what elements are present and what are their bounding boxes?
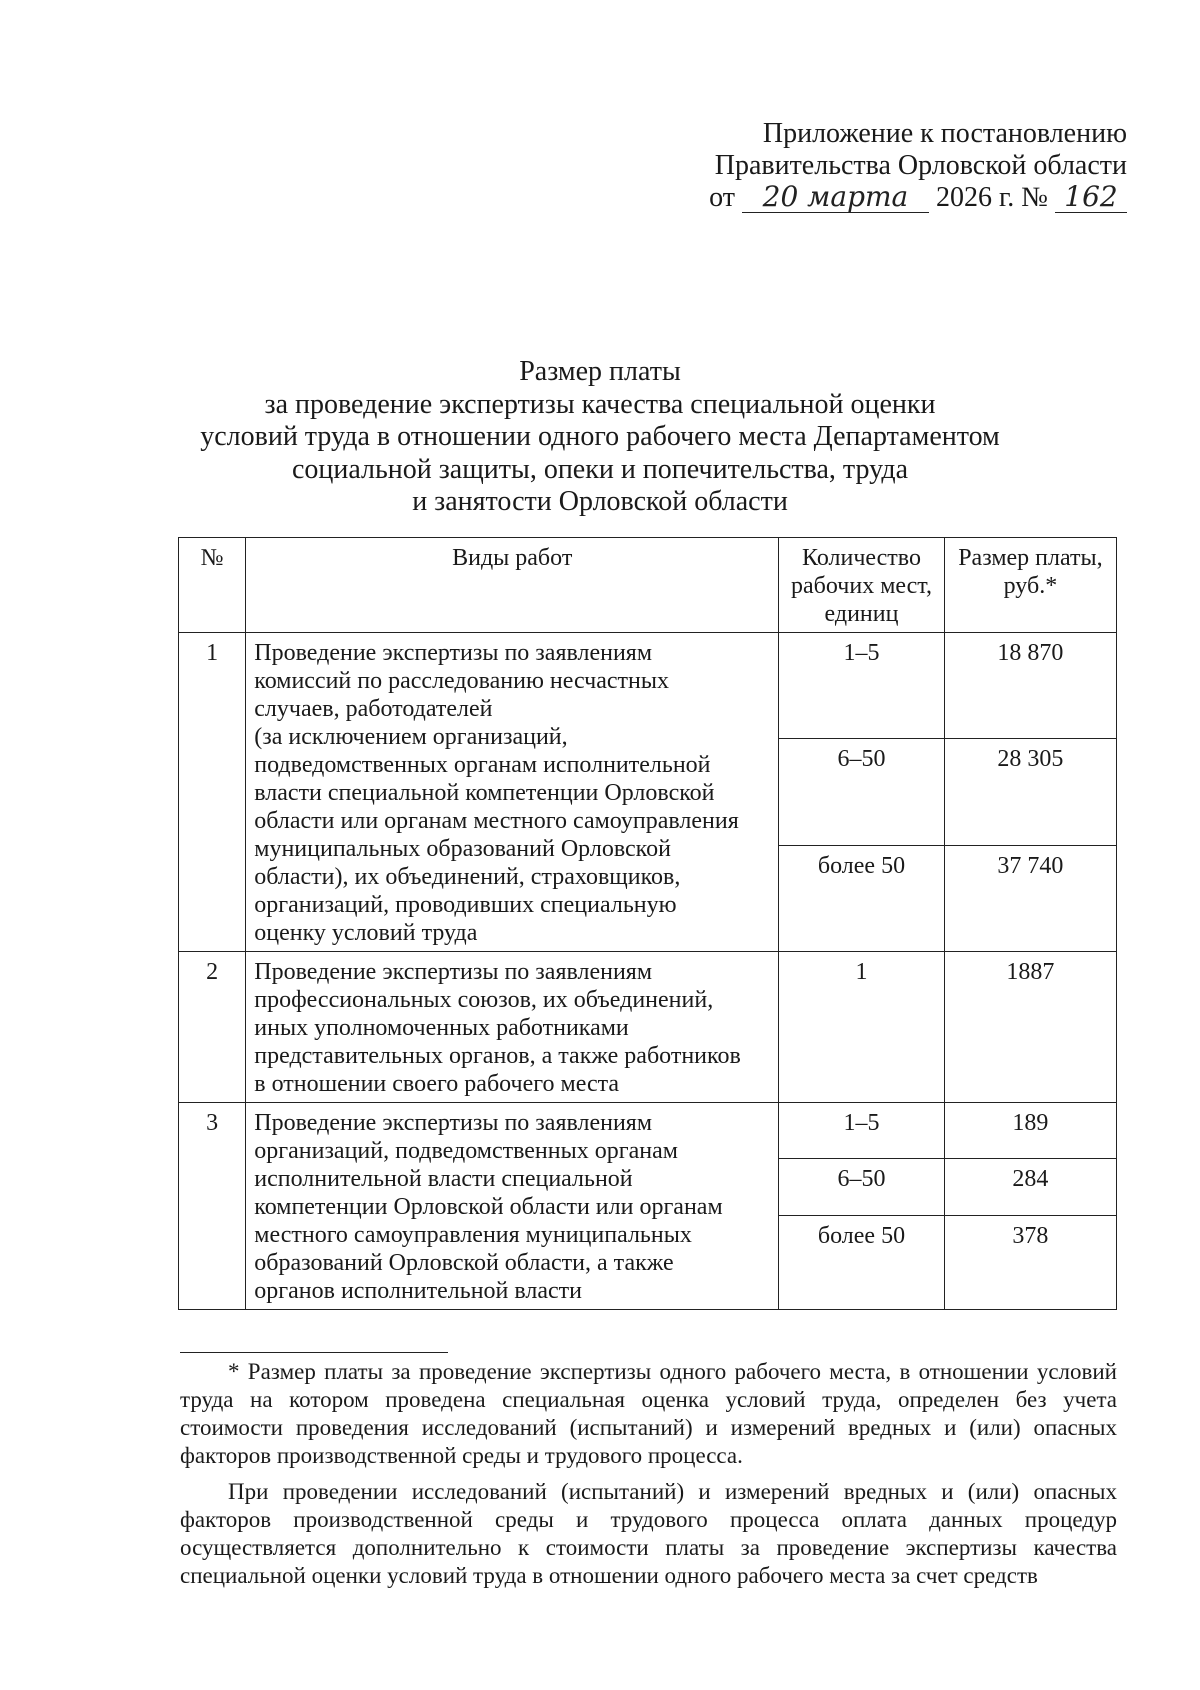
header-work: Виды работ xyxy=(246,538,779,633)
row3-fee-tier-1: 189 xyxy=(944,1103,1116,1159)
appendix-line-1: Приложение к постановлению xyxy=(762,118,1127,149)
row1-work-line: подведомственных органам исполнительной xyxy=(254,752,711,778)
title-line-3: условий труда в отношении одного рабочего места Департаментом xyxy=(200,421,1000,452)
fee-table xyxy=(178,537,1117,1310)
row1-work-line: организаций, проводивших специальную xyxy=(254,892,677,918)
footnote xyxy=(180,1358,1117,1590)
row1-fee-tier-1: 18 870 xyxy=(944,633,1116,739)
table-row xyxy=(179,952,1117,1103)
row2-work-line: профессиональных союзов, их объединений, xyxy=(254,987,714,1013)
row3-work-line: компетенции Орловской области или органам xyxy=(254,1194,723,1220)
row1-work-line: (за исключением организаций, xyxy=(254,724,568,750)
title-line-2: за проведение экспертизы качества специальной оценки xyxy=(264,388,936,420)
row1-work-line: Проведение экспертизы по заявлениям xyxy=(254,640,653,666)
appendix-line-2: Правительства Орловской области xyxy=(714,150,1127,181)
row1-work-line: области или органам местного самоуправления xyxy=(254,808,739,834)
row3-fee-tier-3: 378 xyxy=(944,1215,1116,1309)
header-qty-line-1: Количество xyxy=(802,545,921,571)
row3-work-line: исполнительной власти специальной xyxy=(254,1166,633,1192)
row3-qty-tier-3: более 50 xyxy=(779,1215,945,1309)
row3-fee-tier-2: 284 xyxy=(944,1159,1116,1215)
header-fee-line-1: Размер платы, xyxy=(958,545,1103,571)
row3-work xyxy=(246,1103,779,1310)
row3-qty-tier-1: 1–5 xyxy=(779,1103,945,1159)
row1-qty-tier-1: 1–5 xyxy=(779,633,945,739)
header-qty-line-3: единиц xyxy=(824,601,899,627)
row2-work-line: представительных органов, а также работников xyxy=(254,1043,741,1069)
year-text: 2026 г. № xyxy=(935,182,1048,213)
footnote-divider xyxy=(180,1352,448,1353)
row1-fee-tier-3: 37 740 xyxy=(944,845,1116,951)
row1-work xyxy=(246,633,779,952)
row1-qty-tier-2: 6–50 xyxy=(779,739,945,845)
row1-work-line: случаев, работодателей xyxy=(254,696,493,722)
document-title xyxy=(180,356,1020,519)
title-line-4: социальной защиты, опеки и попечительства, труда xyxy=(291,453,909,485)
header-no: № xyxy=(179,538,246,633)
row2-work-line: Проведение экспертизы по заявлениям xyxy=(254,959,653,985)
header-qty-line-2: рабочих мест, xyxy=(791,573,932,599)
header-fee-line-2: руб.* xyxy=(1003,573,1058,599)
row2-qty: 1 xyxy=(779,952,945,1103)
handwritten-number: 162 xyxy=(1055,182,1127,213)
appendix-header xyxy=(709,118,1127,214)
table-header-row xyxy=(179,538,1117,633)
row2-work xyxy=(246,952,779,1103)
row1-no: 1 xyxy=(179,633,246,952)
row2-fee: 1887 xyxy=(944,952,1116,1103)
header-qty xyxy=(779,538,945,633)
header-fee xyxy=(944,538,1116,633)
row1-work-line: муниципальных образований Орловской xyxy=(254,836,671,862)
handwritten-date: 20 марта xyxy=(742,182,929,213)
row1-work-line: власти специальной компетенции Орловской xyxy=(254,780,715,806)
row2-no: 2 xyxy=(179,952,246,1103)
row1-work-line: оценку условий труда xyxy=(254,920,478,946)
row1-work-line: области), их объединений, страховщиков, xyxy=(254,864,681,890)
row3-qty-tier-2: 6–50 xyxy=(779,1159,945,1215)
row3-work-line: органов исполнительной власти xyxy=(254,1278,583,1304)
row1-qty-tier-3: более 50 xyxy=(779,845,945,951)
footnote-paragraph-1: * Размер платы за проведение экспертизы одного рабочего места, в отношении условий труда на котором проведена специальная оценка условий труда, определен без учета стоимости проведения исследований (испытаний) и измерений вредных и (или) опасных факторов производственной среды и трудового процесса. xyxy=(180,1359,1117,1468)
row3-work-line: образований Орловской области, а также xyxy=(254,1250,674,1276)
table-row xyxy=(179,633,1117,739)
row3-no: 3 xyxy=(179,1103,246,1310)
footnote-paragraph-2: При проведении исследований (испытаний) и измерений вредных и (или) опасных факторов производственной среды и трудового процесса оплата данных процедур осуществляется дополнительно к стоимости платы за проведение экспертизы качества специальной оценки условий труда в отношении одного рабочего места за счет средств xyxy=(180,1479,1117,1588)
row3-work-line: Проведение экспертизы по заявлениям xyxy=(254,1110,653,1136)
prefix-ot: от xyxy=(709,182,735,213)
table-row xyxy=(179,1103,1117,1159)
title-line-5: и занятости Орловской области xyxy=(412,486,788,517)
row1-fee-tier-2: 28 305 xyxy=(944,739,1116,845)
appendix-date-line xyxy=(709,182,1127,214)
row3-work-line: организаций, подведомственных органам xyxy=(254,1138,678,1164)
row3-work-line: местного самоуправления муниципальных xyxy=(254,1222,692,1248)
title-line-1: Размер платы xyxy=(519,356,681,387)
row1-work-line: комиссий по расследованию несчастных xyxy=(254,668,669,694)
row2-work-line: иных уполномоченных работниками xyxy=(254,1015,629,1041)
row2-work-line: в отношении своего рабочего места xyxy=(254,1071,620,1097)
